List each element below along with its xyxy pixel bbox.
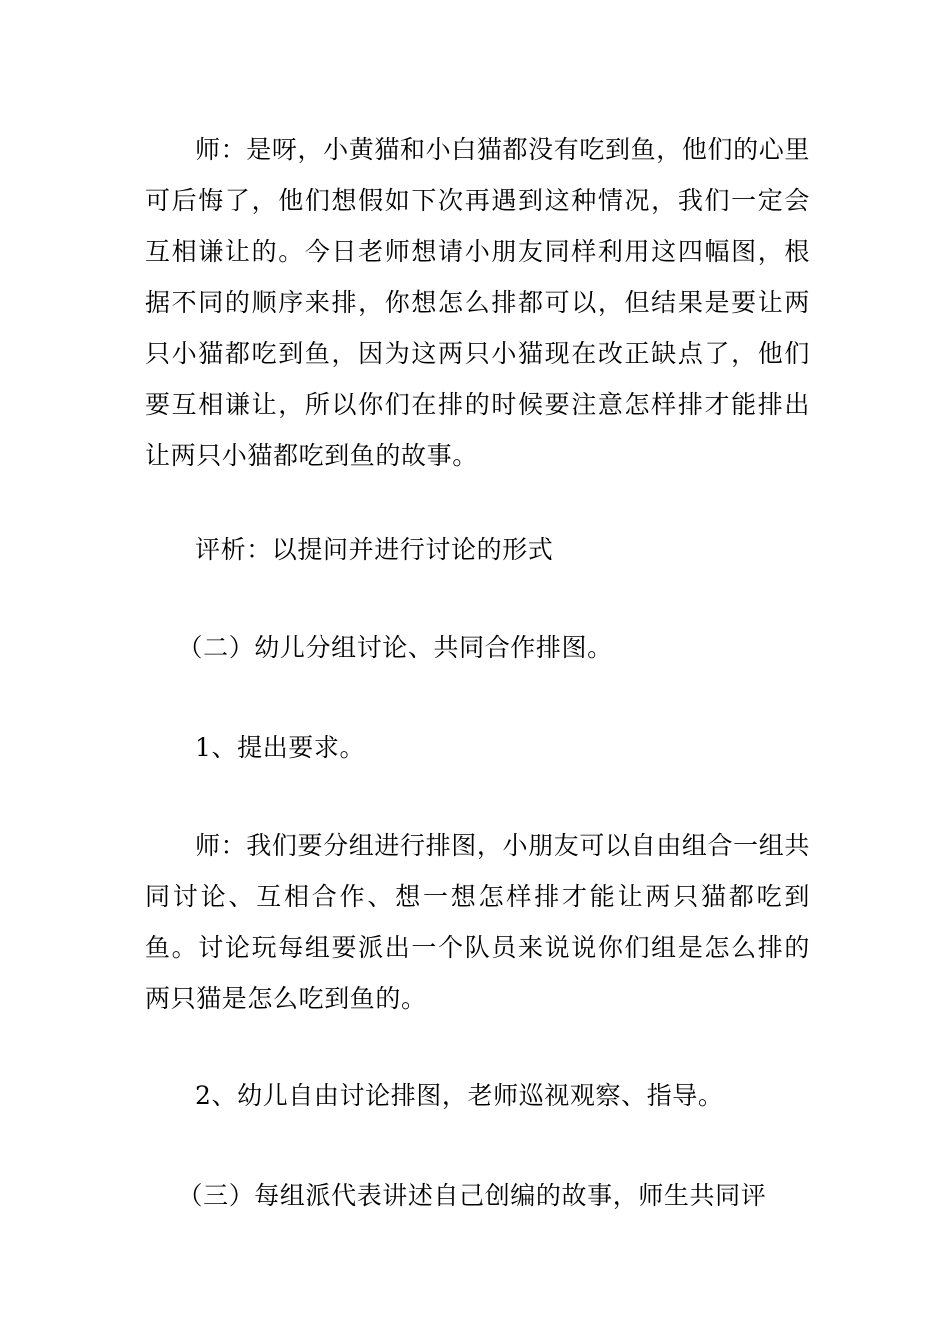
section-heading-group-stories: （三）每组派代表讲述自己创编的故事，师生共同评 <box>177 1181 767 1210</box>
list-item-free-discussion: 2、幼儿自由讨论排图，老师巡视观察、指导。 <box>195 1081 724 1110</box>
section-heading-group-discussion: （二）幼儿分组讨论、共同合作排图。 <box>177 633 613 662</box>
paragraph-teacher-instructions: 师：我们要分组进行排图，小朋友可以自由组合一组共同讨论、互相合作、想一想怎样排才能让两只猫都吃到鱼。讨论玩每组要派出一个队员来说说你们组是怎么排的两只猫是怎么吃到鱼的。 <box>145 831 810 1013</box>
paragraph-teacher-explanation: 师：是呀，小黄猫和小白猫都没有吃到鱼，他们的心里可后悔了，他们想假如下次再遇到这种情况，我们一定会互相谦让的。今日老师想请小朋友同样利用这四幅图，根据不同的顺序来排，你想怎么排都可以，但结果是要让两只小猫都吃到鱼，因为这两只小猫现在改正缺点了，他们要互相谦让，所以你们在排的时候要注意怎样排才能排出让两只小猫都吃到鱼的故事。 <box>145 135 810 470</box>
paragraph-commentary: 评析：以提问并进行讨论的形式 <box>195 535 554 564</box>
list-item-requirements: 1、提出要求。 <box>195 733 366 762</box>
